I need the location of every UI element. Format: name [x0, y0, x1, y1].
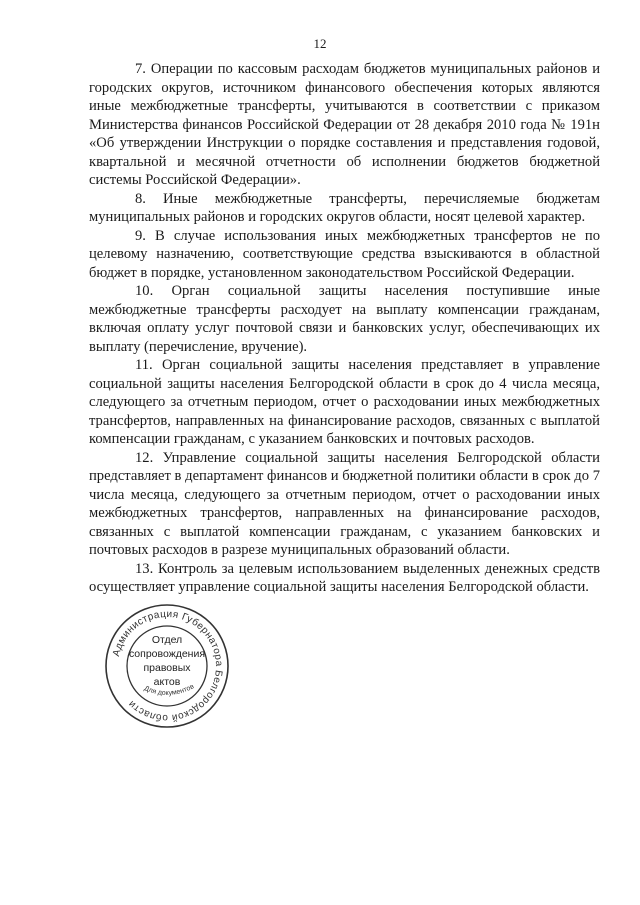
paragraph-9: 9. В случае использования иных межбюджетных трансфертов не по целевому назначению, соответствующие средства взыскиваются в областной бюджет в порядке, установленном законодательством Российской Федерации. — [89, 227, 600, 281]
paragraph-10: 10. Орган социальной защиты населения поступившие иные межбюджетные трансферты расходует на выплату компенсации гражданам, включая оплату услуг почтовой связи и банковских услуг, обеспечивающих их выплату (перечисление, вручение). — [89, 283, 600, 355]
paragraph-11: 11. Орган социальной защиты населения представляет в управление социальной защиты населения Белгородской области в срок до 4 числа месяца, следующего за отчетным периодом, отчет о расходовании иных межбюджетных трансфертов, направленных на финансирование расходов, связанных с выплатой компенсации гражданам, с указанием банковских и почтовых расходов. — [89, 357, 600, 447]
paragraph-8: 8. Иные межбюджетные трансферты, перечисляемые бюджетам муниципальных районов и городских округов области, носят целевой характер. — [89, 190, 600, 225]
stamp-ring-text: Администрация Губернатора Белгородской области — [110, 608, 225, 724]
stamp-bottom-text: Для документов — [143, 683, 196, 698]
stamp-line: правовых — [143, 662, 191, 674]
paragraph-13: 13. Контроль за целевым использованием выделенных денежных средств осуществляет управление социальной защиты населения Белгородской области. — [89, 560, 600, 595]
stamp-center — [126, 633, 208, 689]
document-body — [89, 60, 600, 597]
stamp-line: сопровождения — [128, 648, 206, 660]
page-number: 12 — [313, 36, 327, 51]
official-stamp — [104, 603, 230, 729]
stamp-line: актов — [153, 676, 181, 688]
paragraph-12: 12. Управление социальной защиты населения Белгородской области представляет в департамент финансов и бюджетной политики области в срок до 7 числа месяца, следующего за отчетным периодом, отчет о расходовании иных межбюджетных трансфертов, направленных на финансирование расходов, связанных с выплатой компенсации гражданам, с указанием банковских и почтовых расходов в разрезе муниципальных образований области. — [89, 449, 600, 558]
stamp-line: Отдел — [151, 634, 183, 646]
paragraph-7: 7. Операции по кассовым расходам бюджетов муниципальных районов и городских округов, источником финансового обеспечения которых являются иные межбюджетные трансферты, учитываются в соответствии с приказом Министерства финансов Российской Федерации от 28 декабря 2010 года № 191н «Об утверждении Инструкции о порядке составления и представления годовой, квартальной и месячной отчетности об исполнении бюджетов бюджетной системы Российской Федерации». — [89, 61, 600, 188]
